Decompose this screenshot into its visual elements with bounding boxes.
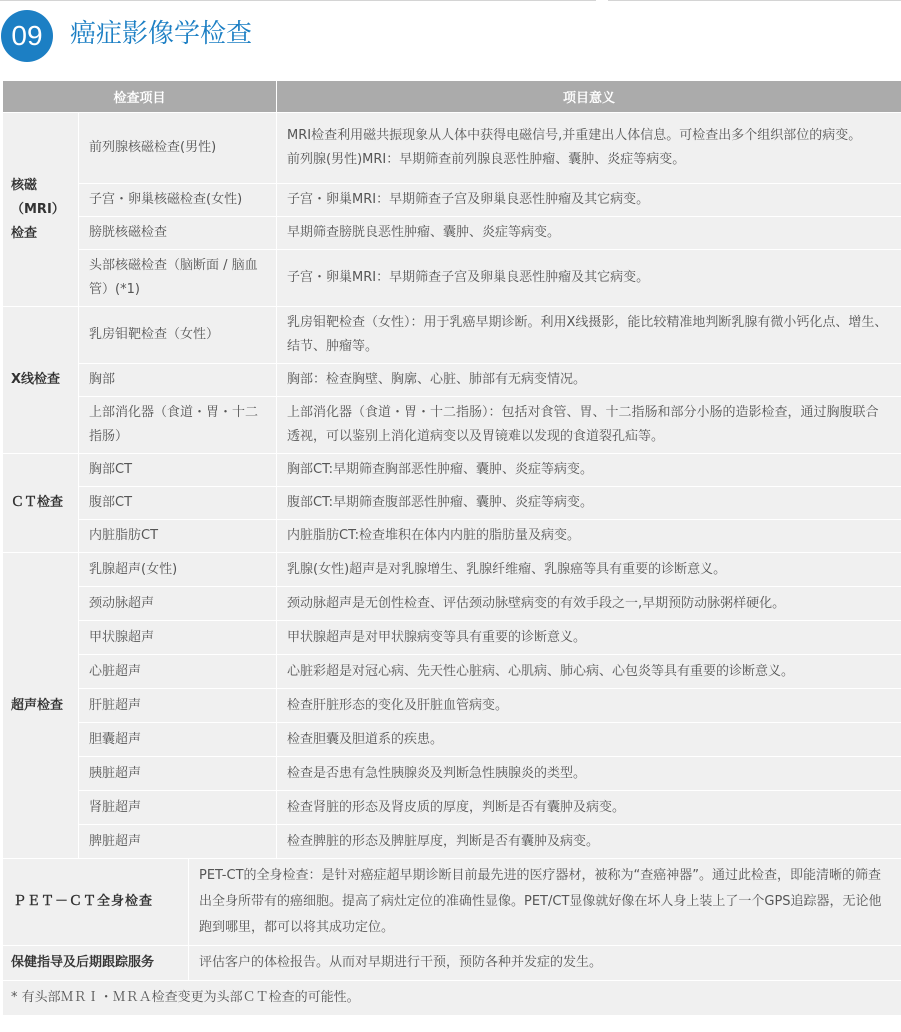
exam-meaning-line: MRI检查利用磁共振现象从人体中获得电磁信号,并重建出人体信息。可检查出多个组织部位的病变。 [287, 128, 862, 143]
category-followup: 保健指导及后期跟踪服务 [3, 946, 189, 981]
table-row [3, 689, 901, 723]
table-row [3, 723, 901, 757]
exam-meaning: 乳腺(女性)超声是对乳腺增生、乳腺纤维瘤、乳腺癌等具有重要的诊断意义。 [277, 553, 901, 587]
exam-meaning: 乳房钼靶检查（女性）：用于乳癌早期诊断。利用X线摄影，能比较精准地判断乳腺有微小钙化点、增生、结节、肿瘤等。 [277, 307, 901, 364]
category-xray: X线检查 [3, 307, 79, 454]
exam-meaning: 胸部：检查胸壁、胸廓、心脏、肺部有无病变情况。 [277, 364, 901, 397]
table-row [3, 364, 901, 397]
table-row [3, 553, 901, 587]
exam-meaning: 检查肾脏的形态及肾皮质的厚度，判断是否有囊肿及病变。 [277, 791, 901, 825]
header-exam-item: 检查项目 [3, 81, 277, 113]
exam-meaning [277, 113, 901, 184]
exam-meaning: 甲状腺超声是对甲状腺病变等具有重要的诊断意义。 [277, 621, 901, 655]
exam-item: 甲状腺超声 [79, 621, 277, 655]
table-row [3, 757, 901, 791]
exam-item: 乳房钼靶检查（女性） [79, 307, 277, 364]
exam-meaning: 检查是否患有急性胰腺炎及判断急性胰腺炎的类型。 [277, 757, 901, 791]
table-header-row [3, 81, 901, 113]
table-row [3, 621, 901, 655]
table-row [3, 587, 901, 621]
exam-item: 肾脏超声 [79, 791, 277, 825]
exam-item: 内脏脂肪CT [79, 520, 277, 553]
table-row [3, 520, 901, 553]
exam-item: 心脏超声 [79, 655, 277, 689]
footnote: * 有头部ＭＲＩ・ＭＲＡ检查变更为头部ＣＴ检查的可能性。 [3, 981, 901, 1016]
table-row [3, 250, 901, 307]
exam-item: 子宫・卵巢核磁检查(女性) [79, 184, 277, 217]
table-row [3, 397, 901, 454]
category-ct: ＣＴ检查 [3, 454, 79, 553]
table-row [3, 655, 901, 689]
section-number-badge: 09 [1, 10, 53, 62]
category-mri-line3: 检查 [11, 225, 38, 241]
table-row [3, 217, 901, 250]
exam-item: 前列腺核磁检查(男性) [79, 113, 277, 184]
exam-meaning: 上部消化器（食道・胃・十二指肠）：包括对食管、胃、十二指肠和部分小肠的造影检查，通过胸腹联合透视，可以鉴别上消化道病变以及胃镜难以发现的食道裂孔疝等。 [277, 397, 901, 454]
category-mri-line2: （MRI） [11, 201, 65, 217]
category-mri [3, 113, 79, 307]
exam-meaning: 内脏脂肪CT:检查堆积在体内内脏的脂肪量及病变。 [277, 520, 901, 553]
exam-item: 胆囊超声 [79, 723, 277, 757]
exam-item: 头部核磁检查（脑断面 / 脑血管）(*1) [79, 250, 277, 307]
exam-meaning: 子宫・卵巢MRI：早期筛查子宫及卵巢良恶性肿瘤及其它病变。 [277, 250, 901, 307]
exam-meaning: 颈动脉超声是无创性检查、评估颈动脉壁病变的有效手段之一,早期预防动脉粥样硬化。 [277, 587, 901, 621]
exam-meaning: 胸部CT:早期筛查胸部恶性肿瘤、囊肿、炎症等病变。 [277, 454, 901, 487]
exam-item: 颈动脉超声 [79, 587, 277, 621]
exam-meaning: 子宫・卵巢MRI：早期筛查子宫及卵巢良恶性肿瘤及其它病变。 [277, 184, 901, 217]
category-petct: ＰＥＴ－ＣＴ全身检查 [3, 859, 189, 946]
exam-meaning: PET-CT的全身检查：是针对癌症超早期诊断目前最先进的医疗器材，被称为“查癌神器”。通过此检查，即能清晰的筛查出全身所带有的癌细胞。提高了病灶定位的准确性显像。PET/CT显像就好像在坏人身上装上了一个GPS追踪器，无论他跑到哪里，都可以将其成功定位。 [189, 859, 901, 946]
exam-meaning: 腹部CT:早期筛查腹部恶性肿瘤、囊肿、炎症等病变。 [277, 487, 901, 520]
category-mri-line1: 核磁 [11, 177, 38, 193]
exam-item: 胸部 [79, 364, 277, 397]
table-row [3, 946, 901, 981]
exam-meaning: 评估客户的体检报告。从而对早期进行干预，预防各种并发症的发生。 [189, 946, 901, 981]
exam-item: 肝脏超声 [79, 689, 277, 723]
exam-item: 脾脏超声 [79, 825, 277, 859]
header-meaning: 项目意义 [277, 81, 901, 113]
exam-meaning: 检查肝脏形态的变化及肝脏血管病变。 [277, 689, 901, 723]
exam-item: 上部消化器（食道・胃・十二指肠） [79, 397, 277, 454]
table-row [3, 487, 901, 520]
table-row [3, 184, 901, 217]
exam-meaning-line: 前列腺(男性)MRI：早期筛查前列腺良恶性肿瘤、囊肿、炎症等病变。 [287, 152, 686, 167]
exam-meaning: 早期筛查膀胱良恶性肿瘤、囊肿、炎症等病变。 [277, 217, 901, 250]
table-row [3, 791, 901, 825]
exam-item: 膀胱核磁检查 [79, 217, 277, 250]
imaging-exam-table [2, 80, 901, 1016]
exam-item: 胸部CT [79, 454, 277, 487]
table-row [3, 113, 901, 184]
table-row [3, 859, 901, 946]
top-divider [0, 0, 901, 1]
exam-item: 乳腺超声(女性) [79, 553, 277, 587]
table-row [3, 307, 901, 364]
section-title: 癌症影像学检查 [70, 19, 253, 49]
section-header [0, 8, 901, 64]
exam-meaning: 检查脾脏的形态及脾脏厚度，判断是否有囊肿及病变。 [277, 825, 901, 859]
exam-item: 腹部CT [79, 487, 277, 520]
table-row [3, 981, 901, 1016]
exam-meaning: 心脏彩超是对冠心病、先天性心脏病、心肌病、肺心病、心包炎等具有重要的诊断意义。 [277, 655, 901, 689]
exam-meaning: 检查胆囊及胆道系的疾患。 [277, 723, 901, 757]
table-row [3, 825, 901, 859]
exam-item: 胰脏超声 [79, 757, 277, 791]
category-ultrasound: 超声检查 [3, 553, 79, 859]
table-row [3, 454, 901, 487]
